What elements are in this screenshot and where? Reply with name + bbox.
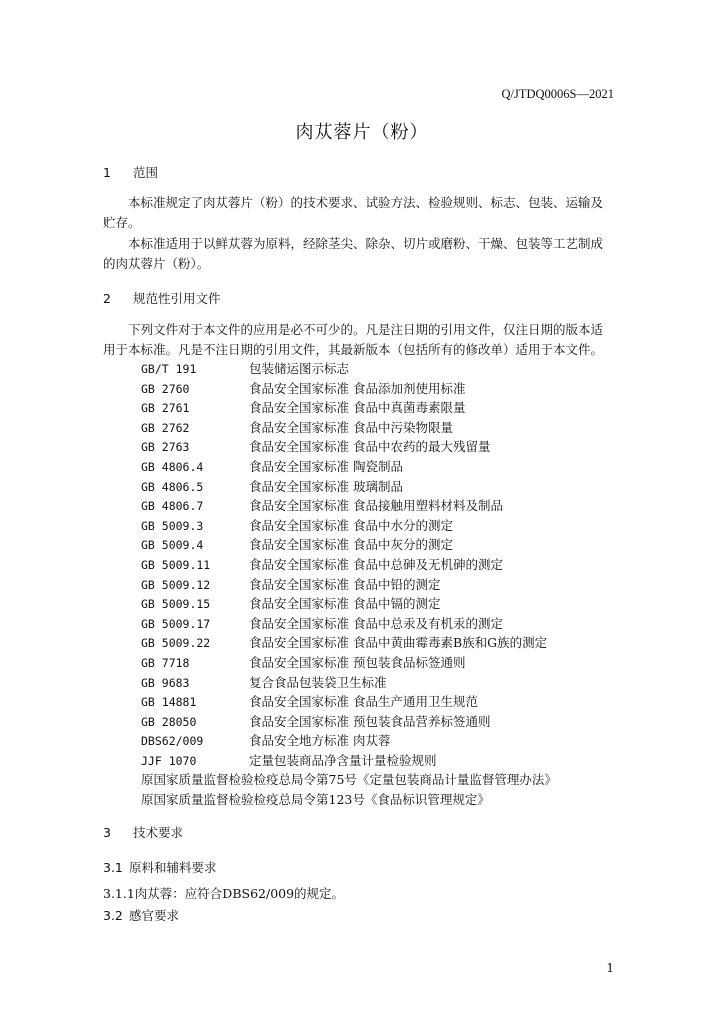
reference-code: GB 4806.5 — [141, 479, 204, 494]
reference-item — [141, 398, 621, 418]
reference-item — [141, 633, 621, 653]
reference-code: GB 9683 — [141, 675, 190, 690]
reference-code: DBS62/009 — [141, 734, 204, 749]
section-number: 1 — [103, 165, 111, 180]
reference-name: 食品安全国家标准 玻璃制品 — [249, 478, 403, 494]
reference-item — [141, 437, 621, 457]
normative-intro-paragraph — [103, 320, 615, 359]
text-line: 本标准规定了肉苁蓉片（粉）的技术要求、试验方法、检验规则、标志、包装、运输及 — [128, 195, 604, 210]
reference-code: GB 5009.15 — [141, 597, 211, 612]
reference-name: 食品安全国家标准 陶瓷制品 — [249, 458, 403, 474]
reference-item — [141, 359, 621, 379]
reference-name: 食品安全国家标准 预包装食品营养标签通则 — [249, 713, 491, 729]
reference-item — [141, 477, 621, 497]
section-number: 2 — [103, 291, 111, 306]
section-number: 3 — [103, 825, 111, 840]
standard-code: Q/JTDQ0006S—2021 — [501, 87, 614, 101]
reference-code: JJF 1070 — [141, 753, 197, 768]
text-line: 用于本标准。凡是不注日期的引用文件，其最新版本（包括所有的修改单）适用于本文件。 — [103, 341, 604, 357]
reference-code: GB 28050 — [141, 714, 197, 729]
reference-name: 食品安全国家标准 食品接触用塑料材料及制品 — [249, 498, 503, 514]
reference-code: GB 4806.4 — [141, 459, 204, 474]
reference-code: GB 5009.12 — [141, 577, 211, 592]
reference-name: 食品安全国家标准 食品中农药的最大残留量 — [249, 439, 491, 455]
subsection-number: 3.1 — [103, 860, 123, 875]
reference-list — [141, 359, 621, 810]
subsection-heading-sensory — [103, 906, 179, 924]
reference-name: 食品安全国家标准 食品添加剂使用标准 — [249, 380, 466, 396]
reference-name: 食品安全国家标准 食品生产通用卫生规范 — [249, 694, 478, 710]
subsection-title: 原料和辅料要求 — [128, 860, 217, 875]
reference-code: GB 2762 — [141, 420, 190, 435]
reference-code: GB 4806.7 — [141, 499, 204, 514]
document-title: 肉苁蓉片（粉） — [295, 122, 429, 143]
reference-item — [141, 614, 621, 634]
reference-code: GB 5009.11 — [141, 557, 211, 572]
reference-name: 原国家质量监督检验检疫总局令第75号《定量包装商品计量监督管理办法》 — [141, 772, 557, 788]
subsection-title: 感官要求 — [128, 908, 179, 923]
reference-item — [141, 457, 621, 477]
subsection-number: 3.2 — [103, 908, 123, 923]
clause-3-1-1: 3.1.1肉苁蓉：应符合DBS62/009的规定。 — [103, 886, 345, 901]
reference-item — [141, 535, 621, 555]
reference-item — [141, 673, 621, 693]
reference-code: GB 2760 — [141, 381, 190, 396]
reference-name: 食品安全国家标准 食品中真菌毒素限量 — [249, 400, 466, 416]
subsection-heading-raw-materials — [103, 858, 217, 876]
reference-name: 食品安全国家标准 食品中总砷及无机砷的测定 — [249, 556, 503, 572]
reference-item — [141, 555, 621, 575]
reference-name: 包装储运图示标志 — [249, 361, 350, 376]
text-line: 本标准适用于以鲜苁蓉为原料，经除茎尖、除杂、切片或磨粉、干燥、包装等工艺制成 — [128, 236, 604, 251]
reference-code: GB 5009.4 — [141, 538, 204, 553]
reference-name: 食品安全国家标准 食品中灰分的测定 — [249, 537, 453, 553]
reference-item — [141, 496, 621, 516]
reference-code: GB 2763 — [141, 440, 190, 455]
reference-item — [141, 653, 621, 673]
text-line: 的肉苁蓉片（粉）。 — [103, 255, 210, 271]
section-title: 技术要求 — [132, 825, 183, 840]
reference-item — [141, 712, 621, 732]
section-heading-technical-requirements — [103, 823, 183, 841]
reference-code: GB 7718 — [141, 655, 190, 670]
section-heading-scope — [103, 163, 158, 181]
section-title: 范围 — [132, 165, 158, 180]
reference-item — [141, 770, 621, 790]
reference-name: 食品安全国家标准 食品中水分的测定 — [249, 517, 453, 533]
reference-name: 原国家质量监督检验检疫总局令第123号《食品标识管理规定》 — [141, 792, 490, 808]
reference-item — [141, 379, 621, 399]
reference-code: GB/T 191 — [141, 362, 197, 376]
reference-name: 食品安全国家标准 食品中镉的测定 — [249, 596, 441, 612]
reference-code: GB 2761 — [141, 401, 190, 416]
page-number: 1 — [606, 961, 614, 975]
reference-name: 食品安全国家标准 食品中总汞及有机汞的测定 — [249, 615, 503, 631]
section-title: 规范性引用文件 — [132, 291, 221, 306]
reference-item — [141, 751, 621, 771]
reference-item — [141, 594, 621, 614]
reference-code: GB 14881 — [141, 695, 197, 710]
reference-name: 食品安全国家标准 食品中污染物限量 — [249, 419, 453, 435]
reference-name: 定量包装商品净含量计量检验规则 — [249, 752, 437, 768]
scope-paragraph-1 — [103, 193, 615, 232]
reference-item — [141, 790, 621, 810]
text-line: 贮存。 — [103, 214, 141, 230]
reference-name: 食品安全地方标准 肉苁蓉 — [249, 733, 391, 749]
reference-item — [141, 418, 621, 438]
reference-code: GB 5009.3 — [141, 518, 204, 533]
reference-code: GB 5009.22 — [141, 636, 211, 651]
reference-item — [141, 516, 621, 536]
text-line: 下列文件对于本文件的应用是必不可少的。凡是注日期的引用文件，仅注日期的版本适 — [128, 322, 604, 337]
reference-code: GB 5009.17 — [141, 616, 211, 631]
reference-name: 复合食品包装袋卫生标准 — [249, 674, 387, 690]
reference-name: 食品安全国家标准 食品中铅的测定 — [249, 576, 441, 592]
reference-name: 食品安全国家标准 食品中黄曲霉毒素B族和G族的测定 — [249, 635, 548, 651]
reference-item — [141, 692, 621, 712]
scope-paragraph-2 — [103, 234, 615, 273]
section-heading-normative-references — [103, 289, 221, 307]
reference-item — [141, 731, 621, 751]
reference-item — [141, 575, 621, 595]
reference-name: 食品安全国家标准 预包装食品标签通则 — [249, 654, 466, 670]
